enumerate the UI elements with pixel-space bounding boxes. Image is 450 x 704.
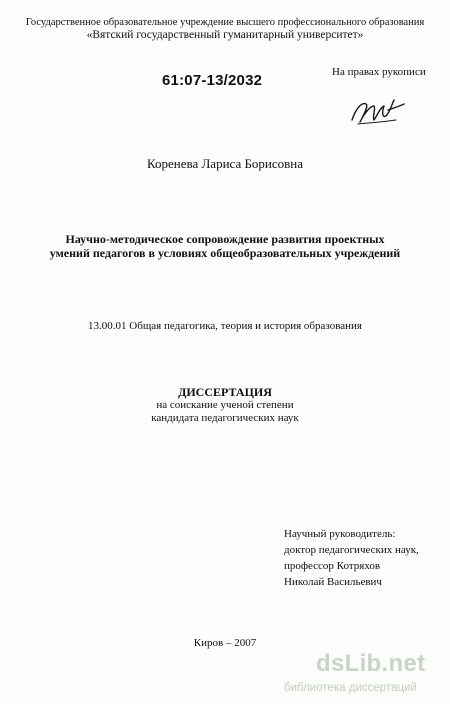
supervisor-patronymic: Николай Васильевич xyxy=(284,576,382,588)
supervisor-heading: Научный руководитель: xyxy=(284,528,396,540)
dissertation-label: ДИССЕРТАЦИЯ xyxy=(178,385,272,399)
catalog-code: 61:07-13/2032 xyxy=(162,72,263,89)
author-name: Коренева Лариса Борисовна xyxy=(146,156,304,171)
specialty-code: 13.00.01 Общая педагогика, теория и история образования xyxy=(88,320,362,332)
thesis-title-line-1: Научно-методическое сопровождение развития проектных xyxy=(65,232,385,246)
signature-icon xyxy=(348,94,406,128)
organization-line-1: Государственное образовательное учреждение высшего профессионального образования xyxy=(25,17,425,28)
rights-notice: На правах рукописи xyxy=(332,66,426,78)
degree-line-2: кандидата педагогических наук xyxy=(151,412,299,424)
watermark-subtitle: библиотека диссертаций xyxy=(284,682,417,694)
watermark xyxy=(284,650,444,700)
degree-line-1: на соискание ученой степени xyxy=(156,399,294,411)
watermark-logo: dsLib.net xyxy=(316,650,426,677)
organization-line-2: «Вятский государственный гуманитарный университет» xyxy=(86,29,364,41)
supervisor-degree: доктор педагогических наук, xyxy=(284,544,419,556)
city-year: Киров – 2007 xyxy=(193,637,257,649)
supervisor-name: профессор Котряхов xyxy=(284,560,381,572)
thesis-title-line-2: умений педагогов в условиях общеобразовательных учреждений xyxy=(49,246,401,260)
